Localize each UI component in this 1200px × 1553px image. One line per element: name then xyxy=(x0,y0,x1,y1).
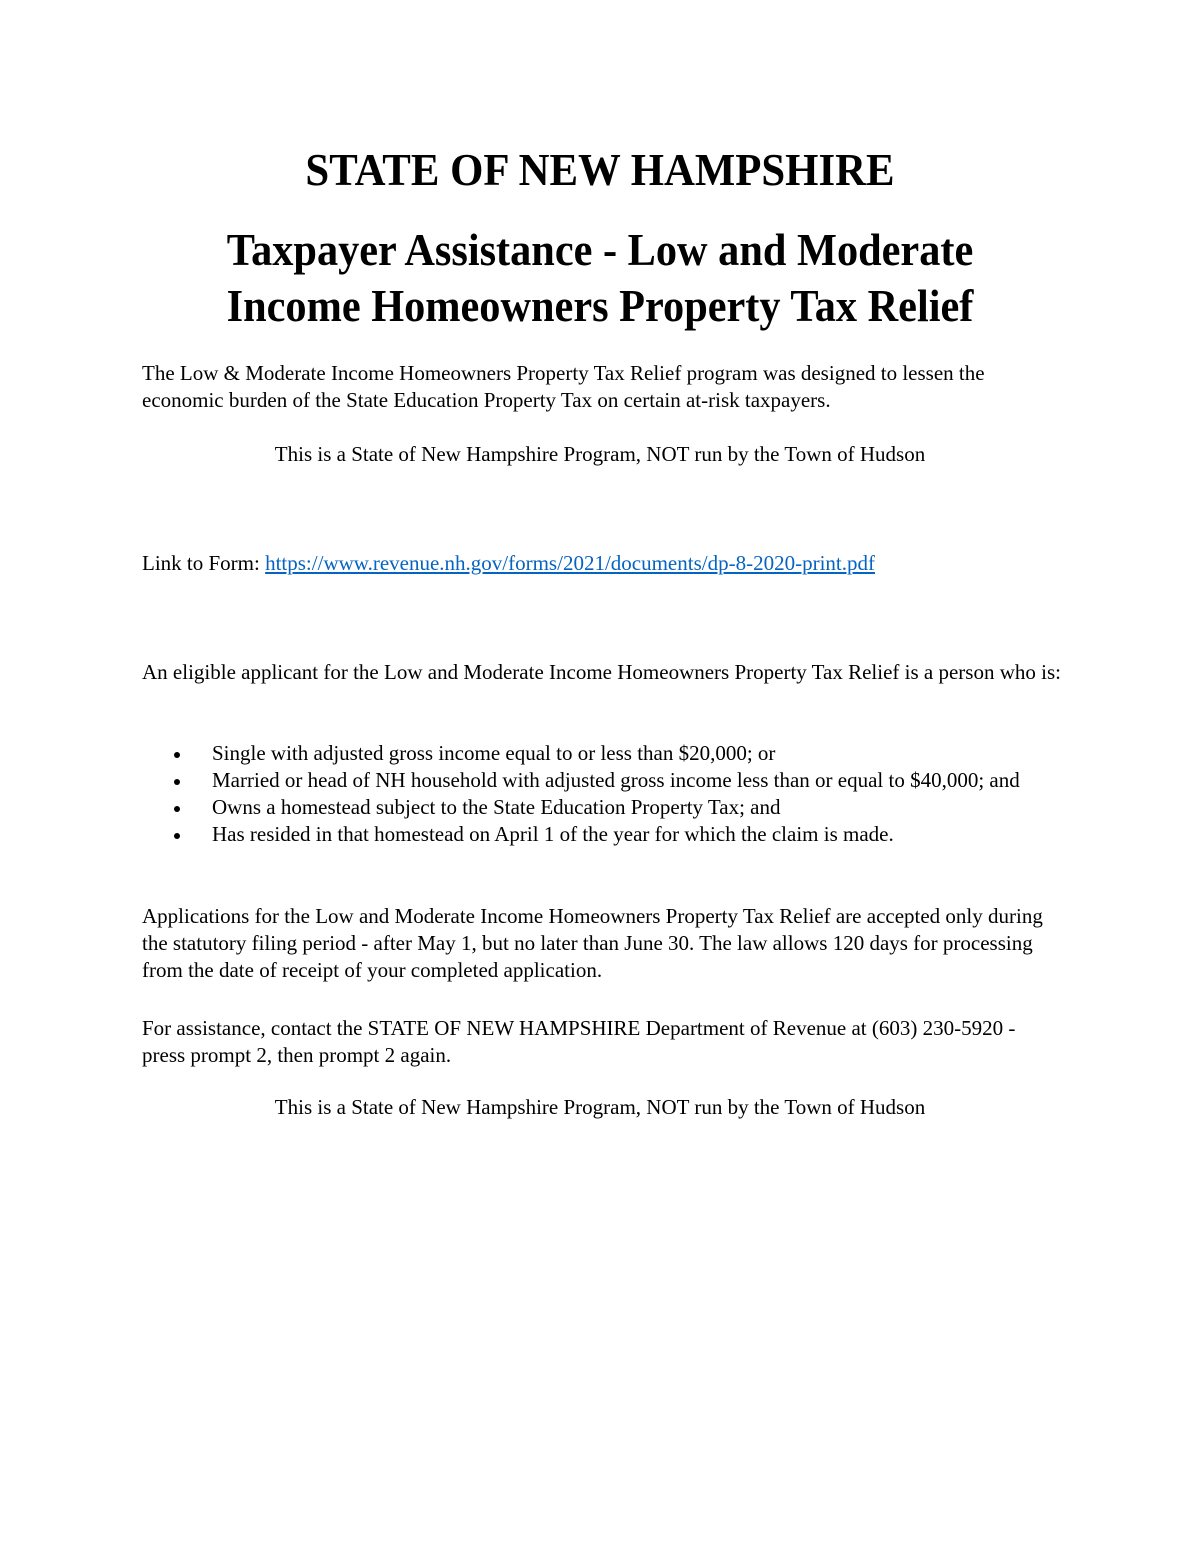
bullet-icon xyxy=(174,752,180,758)
state-heading: STATE OF NEW HAMPSHIRE xyxy=(305,144,895,195)
eligibility-list xyxy=(142,740,1062,848)
bullet-icon xyxy=(174,779,180,785)
assistance-paragraph: For assistance, contact the STATE OF NEW HAMPSHIRE Department of Revenue at (603) 230-5920 - press prompt 2, then prompt 2 again. xyxy=(142,1016,1016,1067)
list-item: Married or head of NH household with adjusted gross income less than or equal to $40,000; and xyxy=(142,767,1062,794)
disclaimer-bottom: This is a State of New Hampshire Program, NOT run by the Town of Hudson xyxy=(274,1095,926,1119)
document-title xyxy=(0,222,1200,334)
list-item: Has resided in that homestead on April 1 of the year for which the claim is made. xyxy=(142,821,1062,848)
applications-paragraph: Applications for the Low and Moderate Income Homeowners Property Tax Relief are accepted only during the statutory filing period - after May 1, but no later than June 30. The law allows 120 days for processing from the date of receipt of your completed application. xyxy=(142,904,1043,982)
intro-paragraph: The Low & Moderate Income Homeowners Property Tax Relief program was designed to lessen the economic burden of the State Education Property Tax on certain at-risk taxpayers. xyxy=(142,361,985,412)
list-item: Owns a homestead subject to the State Education Property Tax; and xyxy=(142,794,1062,821)
bullet-icon xyxy=(174,806,180,812)
list-item: Single with adjusted gross income equal to or less than $20,000; or xyxy=(142,740,1062,767)
disclaimer-top: This is a State of New Hampshire Program, NOT run by the Town of Hudson xyxy=(274,442,926,466)
bullet-icon xyxy=(174,833,180,839)
title-line-1: Taxpayer Assistance - Low and Moderate xyxy=(226,224,974,275)
title-line-2: Income Homeowners Property Tax Relief xyxy=(226,280,974,331)
eligibility-intro: An eligible applicant for the Low and Moderate Income Homeowners Property Tax Relief is a person who is: xyxy=(142,660,1061,684)
form-link[interactable]: https://www.revenue.nh.gov/forms/2021/documents/dp-8-2020-print.pdf xyxy=(265,551,875,575)
form-link-label: Link to Form: xyxy=(142,551,266,575)
form-link-line xyxy=(142,550,1062,577)
